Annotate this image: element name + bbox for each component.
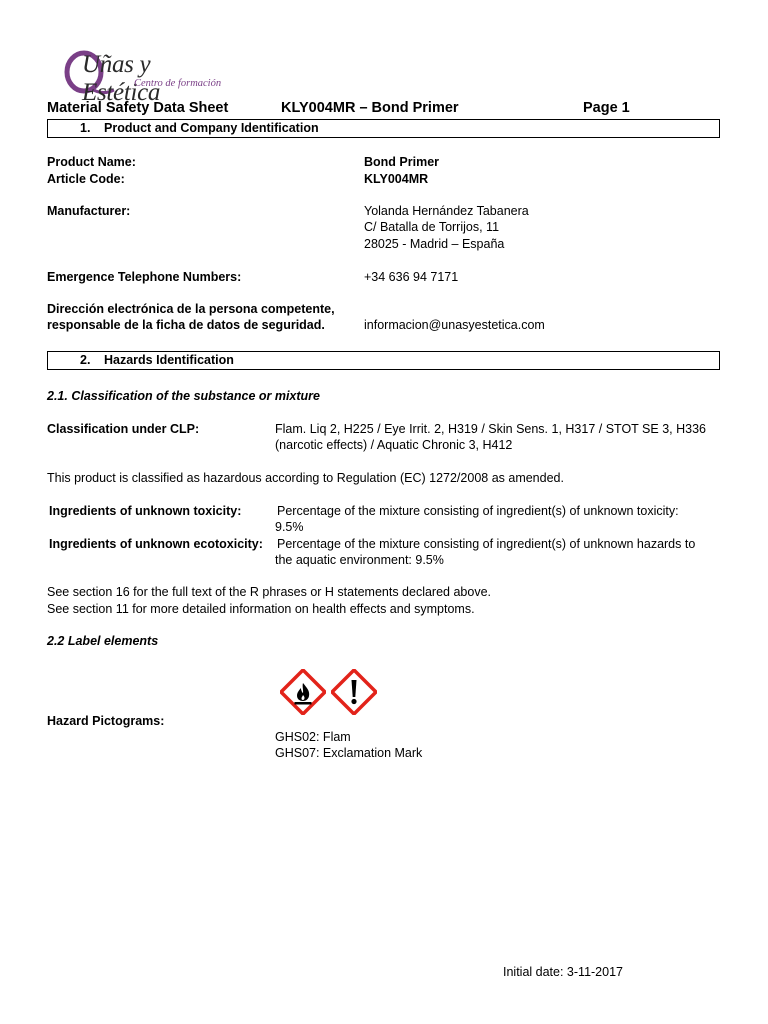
pictogram-ghs02: GHS02: Flam <box>275 730 351 744</box>
unknown-ecotoxicity-label: Ingredients of unknown ecotoxicity: <box>49 537 263 551</box>
manufacturer-line-2: C/ Batalla de Torrijos, 11 <box>364 220 500 234</box>
hazard-pictograms-label: Hazard Pictograms: <box>47 714 165 728</box>
article-code-value: KLY004MR <box>364 172 429 186</box>
email-label-line-2: responsable de la ficha de datos de seguridad. <box>47 318 325 332</box>
product-name-value: Bond Primer <box>364 155 440 169</box>
manufacturer-line-1: Yolanda Hernández Tabanera <box>364 204 529 218</box>
phone-label: Emergence Telephone Numbers: <box>47 270 242 284</box>
subsection-2-2-title: 2.2 Label elements <box>47 634 159 648</box>
clp-line-2: (narcotic effects) / Aquatic Chronic 3, H412 <box>275 438 513 452</box>
initial-date: Initial date: 3-11-2017 <box>503 965 623 979</box>
clp-line-1: Flam. Liq 2, H225 / Eye Irrit. 2, H319 / Skin Sens. 1, H317 / STOT SE 3, H336 <box>275 422 706 436</box>
section-2-header <box>47 351 720 370</box>
manufacturer-label: Manufacturer: <box>47 204 131 218</box>
section-1-number: 1. <box>80 121 91 135</box>
section-2-number: 2. <box>80 353 91 367</box>
email-label-line-1: Dirección electrónica de la persona competente, <box>47 302 335 316</box>
classified-statement: This product is classified as hazardous according to Regulation (EC) 1272/2008 as amended. <box>47 471 564 485</box>
unknown-toxicity-label: Ingredients of unknown toxicity: <box>49 504 242 518</box>
company-logo <box>60 46 230 106</box>
flame-pictogram-icon <box>280 669 326 715</box>
page-number: Page 1 <box>583 100 630 116</box>
section-1-title: Product and Company Identification <box>104 121 319 135</box>
logo-brand: Uñas y Estética <box>82 51 161 106</box>
logo-tagline: Centro de formación <box>134 78 222 89</box>
doc-type: Material Safety Data Sheet <box>47 100 229 116</box>
phone-value: +34 636 94 7171 <box>364 270 459 284</box>
unknown-toxicity-line-2: 9.5% <box>275 520 304 534</box>
pictogram-ghs07: GHS07: Exclamation Mark <box>275 746 423 760</box>
email-value: informacion@unasyestetica.com <box>364 318 545 332</box>
exclamation-pictogram-icon <box>331 669 377 715</box>
article-code-label: Article Code: <box>47 172 125 186</box>
manufacturer-line-3: 28025 - Madrid – España <box>364 237 505 251</box>
product-name-label: Product Name: <box>47 155 136 169</box>
unknown-ecotoxicity-line-2: the aquatic environment: 9.5% <box>275 553 444 567</box>
see-section-11: See section 11 for more detailed information on health effects and symptoms. <box>47 602 475 616</box>
section-2-title: Hazards Identification <box>104 353 234 367</box>
subsection-2-1-title: 2.1. Classification of the substance or mixture <box>47 389 320 403</box>
section-1-header <box>47 119 720 138</box>
product-ref: KLY004MR – Bond Primer <box>281 100 459 116</box>
unknown-toxicity-line-1: Percentage of the mixture consisting of ingredient(s) of unknown toxicity: <box>277 504 679 518</box>
unknown-ecotoxicity-line-1: Percentage of the mixture consisting of ingredient(s) of unknown hazards to <box>277 537 696 551</box>
see-section-16: See section 16 for the full text of the R phrases or H statements declared above. <box>47 585 491 599</box>
clp-label: Classification under CLP: <box>47 422 200 436</box>
